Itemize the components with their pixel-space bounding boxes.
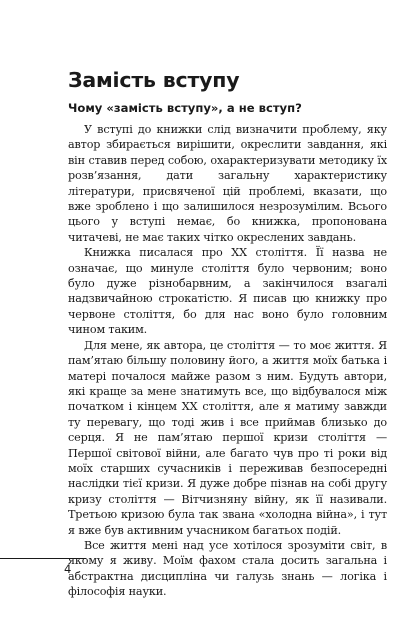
section-heading: Чому «замість вступу», а не вступ?	[68, 101, 302, 115]
paragraph: Все життя мені над усе хотілося зрозуміти світ, в якому я живу. Моїм фахом стала досить загальна і абстрактна дисципліна чи галузь знань — логіка і філософія науки.	[68, 538, 387, 599]
chapter-title: Замість вступу	[68, 68, 240, 92]
paragraph: Для мене, як автора, це століття — то моє життя. Я пам’ятаю більшу половину його, а життя моїх батька і матері почалося майже разом з ним. Будуть автори, які краще за мене знатимуть все, що відбувалося між початком і кінцем XX століття, але я матиму завжди ту перевагу, що тоді жив і все приймав близько до серця. Я не пам’ятаю першої кризи століття — Першої світової війни, але багато чув про ті роки від моїх старших сучасників і переживав безпосередні наслідки тієї кризи. Я дуже добре пізнав на собі другу кризу століття — Вітчизняну війну, як її називали. Третьою кризою була так звана «холодна війна», і тут я вже був активним учасником багатьох подій.	[68, 338, 387, 537]
paragraph: У вступі до книжки слід визначити проблему, яку автор збирається вирішити, окреслити завдання, які він ставив перед собою, охарактеризувати методику їх розв’язання, дати загальну характеристику літератури, присвяченої цій проблемі, вказати, що вже зроблено і що залишилося незрозумілим. Всього цього у вступі немає, бо книжка, пропонована читачеві, не має таких чітко окреслених завдань.	[68, 123, 387, 244]
footer-rule	[0, 558, 86, 559]
page-number: 4	[64, 562, 72, 576]
body-text	[68, 122, 387, 600]
paragraph: Книжка писалася про XX століття. Її назва не означає, що минуле століття було червоним; воно було дуже різнобарвним, а закінчилося взагалі надзвичайною строкатістю. Я писав цю книжку про червоне століття, бо для нас воно було головним чином таким.	[68, 246, 387, 337]
